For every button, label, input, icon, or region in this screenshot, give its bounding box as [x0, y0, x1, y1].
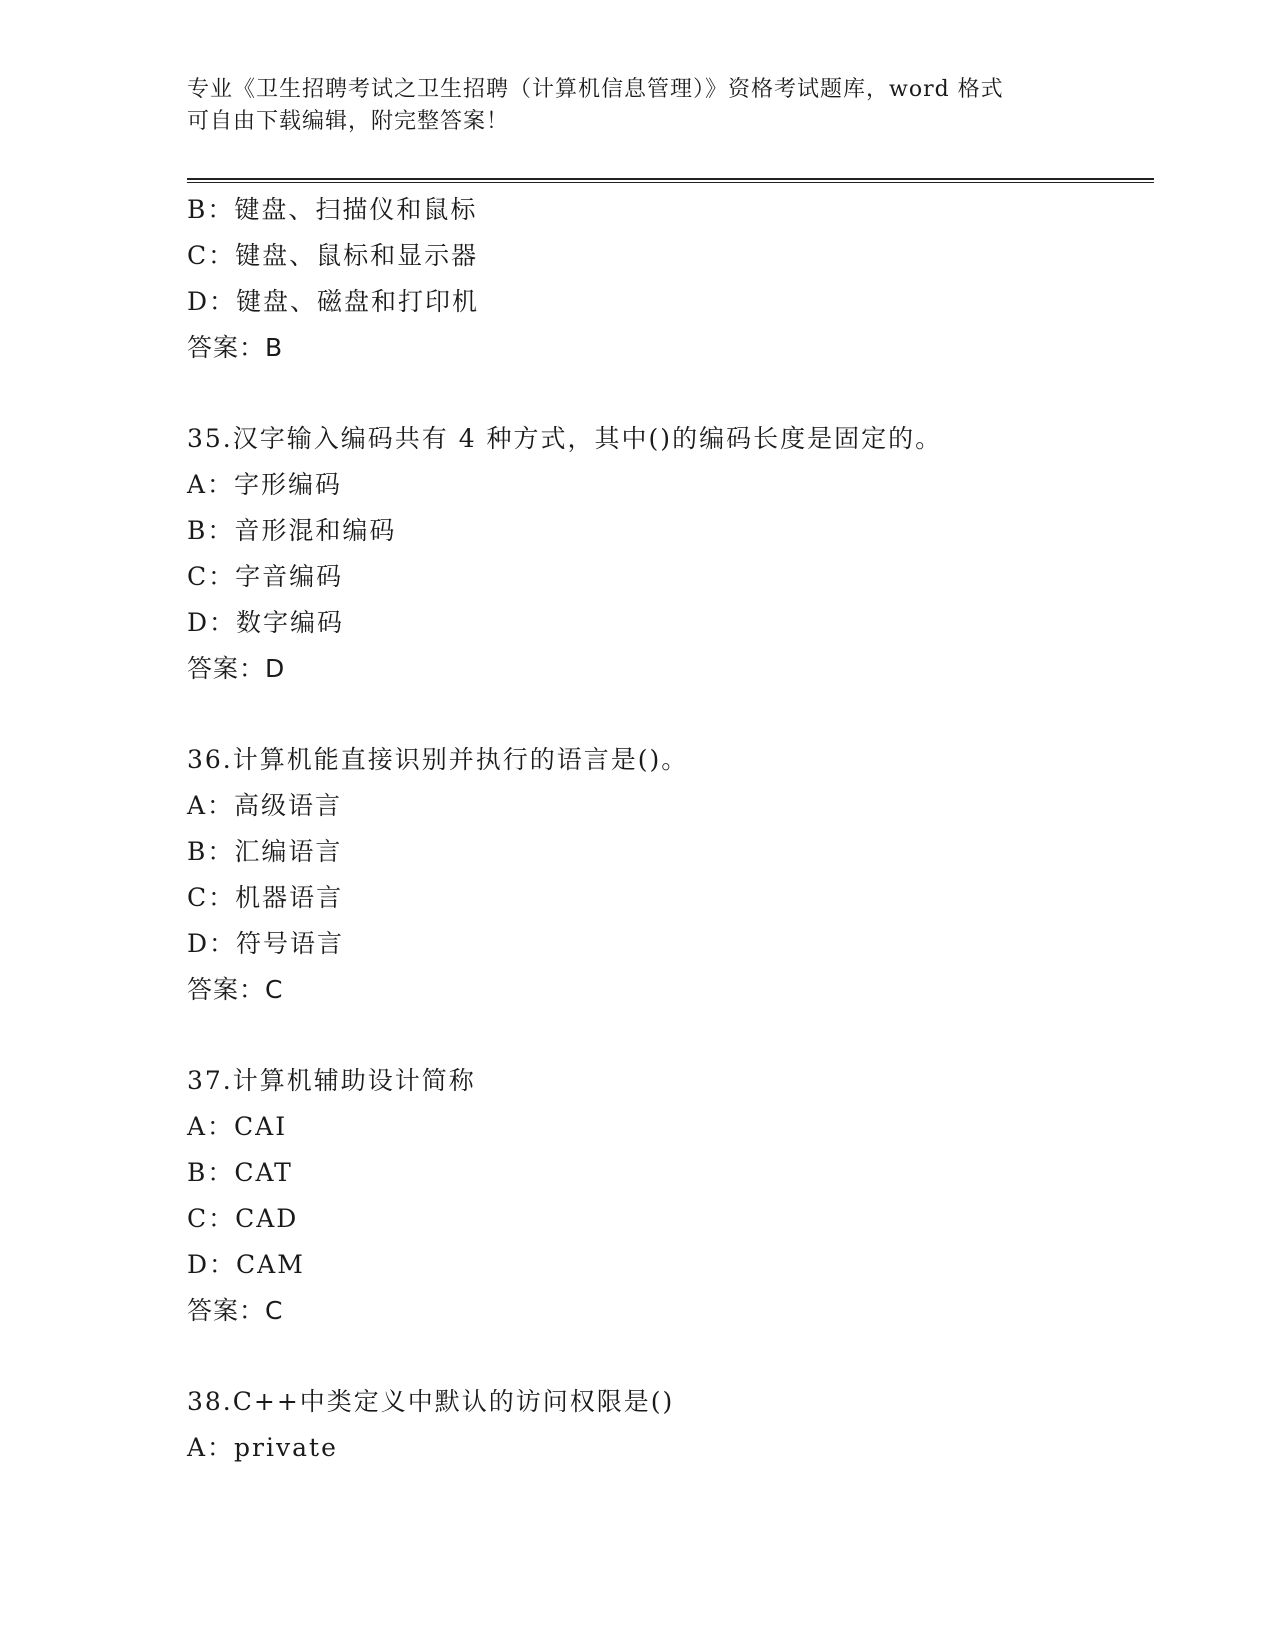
answer-line: 答案：B	[187, 333, 284, 362]
option-c: C：CAD	[187, 1204, 299, 1233]
document-header	[187, 74, 1087, 138]
spacer	[187, 1334, 1147, 1379]
spacer	[187, 371, 1147, 416]
option-d: D：符号语言	[187, 929, 345, 958]
spacer	[187, 1013, 1147, 1058]
option-d: D：数字编码	[187, 608, 345, 637]
option-b: B：键盘、扫描仪和鼠标	[187, 195, 478, 224]
option-a: A：private	[187, 1433, 338, 1462]
question-35-block	[187, 416, 1147, 692]
option-c: C：机器语言	[187, 883, 344, 912]
question-text: 35.汉字输入编码共有 4 种方式，其中()的编码长度是固定的。	[187, 424, 943, 453]
option-c: C：字音编码	[187, 562, 344, 591]
question-34-block	[187, 187, 1147, 371]
question-38-block	[187, 1379, 1147, 1471]
header-title-line-1: 专业《卫生招聘考试之卫生招聘（计算机信息管理）》资格考试题库，word 格式	[187, 77, 1004, 102]
option-d: D：CAM	[187, 1250, 305, 1279]
question-list	[187, 187, 1147, 1471]
option-c: C：键盘、鼠标和显示器	[187, 241, 479, 270]
option-b: B：CAT	[187, 1158, 293, 1187]
question-37-block	[187, 1058, 1147, 1334]
option-a: A：高级语言	[187, 791, 343, 820]
option-b: B：汇编语言	[187, 837, 343, 866]
question-36-block	[187, 737, 1147, 1013]
option-a: A：CAI	[187, 1112, 288, 1141]
header-divider	[187, 178, 1154, 183]
question-text: 36.计算机能直接识别并执行的语言是()。	[187, 745, 689, 774]
spacer	[187, 692, 1147, 737]
option-b: B：音形混和编码	[187, 516, 397, 545]
question-text: 38.C++中类定义中默认的访问权限是()	[187, 1387, 675, 1416]
option-d: D：键盘、磁盘和打印机	[187, 287, 480, 316]
option-a: A：字形编码	[187, 470, 343, 499]
header-title-line-2: 可自由下载编辑，附完整答案！	[187, 109, 510, 134]
answer-line: 答案：C	[187, 975, 284, 1004]
answer-line: 答案：D	[187, 654, 286, 683]
question-text: 37.计算机辅助设计简称	[187, 1066, 476, 1095]
answer-line: 答案：C	[187, 1296, 284, 1325]
